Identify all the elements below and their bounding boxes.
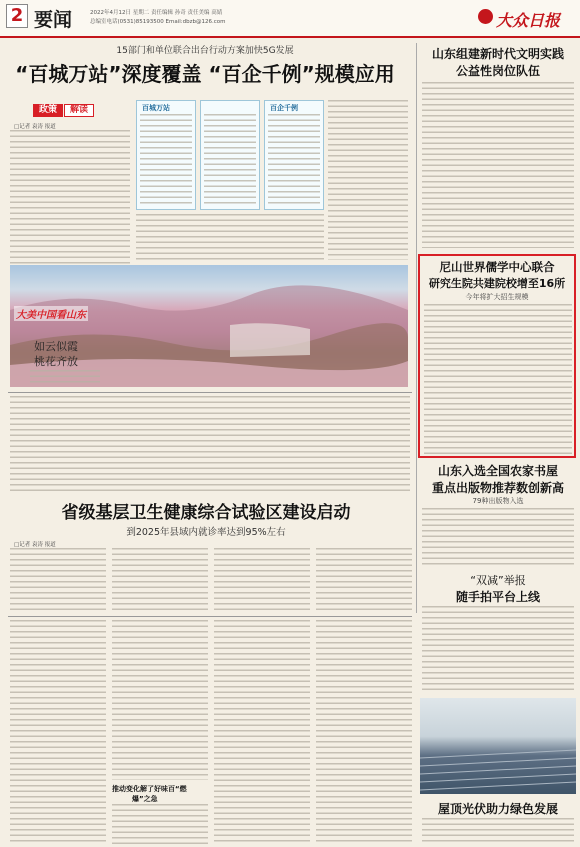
bottom-headline: 省级基层卫生健康综合试验区建设启动 — [61, 503, 351, 523]
main-byline: □记者 袁涛 报道 — [14, 124, 56, 130]
info-box-right-text — [268, 114, 320, 206]
story1-title-line2: 公益性岗位队伍 — [455, 64, 540, 78]
bottom-col3 — [214, 548, 310, 610]
column-divider — [416, 43, 417, 613]
info-box-left-title: 百城万站 — [142, 104, 170, 112]
section-rule — [8, 392, 412, 393]
photo-brand-label: 大美中国看山东 — [14, 306, 88, 321]
story4-title-line2: 随手拍平台上线 — [455, 590, 540, 604]
page-header — [0, 0, 580, 38]
solar-roof-photo — [420, 698, 576, 794]
bottom-col1 — [10, 548, 106, 610]
story4-title-line1: “双减”举报 — [470, 574, 526, 587]
solar-panels-graphic — [420, 698, 576, 794]
bottom-col4 — [316, 548, 412, 610]
main-headline: “百城万站”深度覆盖 “百企千例”规模应用 — [15, 62, 395, 86]
policy-badge: 政策 — [33, 104, 63, 117]
lower-col2-top — [112, 620, 208, 780]
photo-caption-text — [30, 370, 100, 384]
main-kicker: 15部门和单位联合出台行动方案加快5G发展 — [116, 46, 294, 56]
story4-body — [422, 606, 574, 692]
info-box-right-title: 百企千例 — [270, 104, 298, 112]
header-meta-line2: 总编室电话(0531)85193500 Email:dbzb@126.com — [90, 19, 226, 25]
lower-col1 — [10, 620, 106, 844]
story2-subtitle: 今年将扩大招生规模 — [465, 293, 529, 301]
newspaper-seal-icon — [478, 9, 493, 24]
story5-title: 屋顶光伏助力绿色发展 — [437, 802, 558, 816]
lower-rule — [8, 616, 412, 617]
main-body-col-right — [328, 100, 408, 260]
story3-subtitle: 79种出版物入选 — [472, 497, 524, 505]
inline-heading: 推动变化解了好味百“燃 — [112, 785, 187, 793]
newspaper-logo: 大众日报 — [496, 11, 561, 30]
lower-col2-bottom — [112, 804, 208, 844]
page-number: 2 — [6, 4, 28, 28]
story2-title-line1: 尼山世界儒学中心联合 — [439, 260, 555, 274]
inline-heading-line2: 爆”之急 — [132, 795, 158, 803]
lower-col3 — [214, 620, 310, 844]
lower-col4 — [316, 620, 412, 844]
story2-title-line2: 研究生院共建院校增至16所 — [428, 277, 566, 290]
info-box-left-text — [140, 114, 192, 206]
bottom-col2 — [112, 548, 208, 610]
main-body-lower — [136, 214, 324, 262]
info-box-mid-text — [204, 114, 256, 206]
story3-title-line1: 山东入选全国农家书屋 — [437, 464, 558, 478]
story3-body — [422, 508, 574, 566]
bottom-subhead: 到2025年县域内就诊率达到95%左右 — [126, 527, 286, 538]
mid-body-text — [10, 396, 410, 492]
story5-body — [422, 818, 574, 844]
photo-overlay-line2: 桃花齐放 — [34, 355, 78, 368]
story3-title-line2: 重点出版物推荐数创新高 — [431, 481, 564, 495]
story1-body — [422, 82, 574, 248]
policy-badge-interpret: 解读 — [64, 104, 94, 117]
header-meta-line1: 2022年4月12日 星期二 责任编辑 孙奇 责任美编 高婧 — [90, 10, 223, 16]
photo-overlay-line1: 如云似霞 — [34, 340, 78, 353]
section-title: 要闻 — [34, 9, 73, 31]
story1-title-line1: 山东组建新时代文明实践 — [431, 47, 564, 61]
story2-body — [424, 304, 572, 454]
bottom-byline: □记者 袁涛 报道 — [14, 542, 56, 548]
